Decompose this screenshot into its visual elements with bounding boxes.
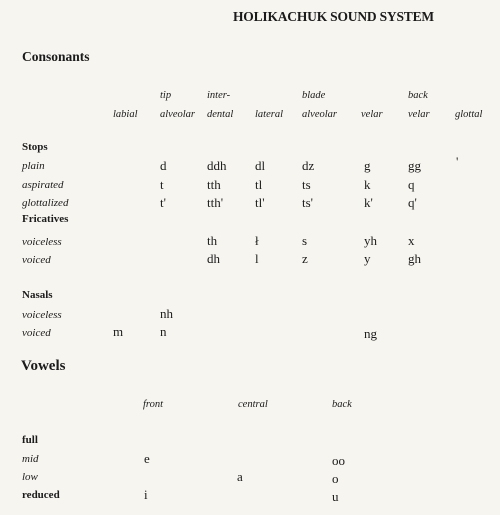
- row-label-fricative-voiceless: voiceless: [22, 236, 62, 248]
- col-interdental: dental: [207, 109, 234, 120]
- cell-nasal-voiced-velar: ng: [364, 326, 377, 341]
- cell-fric-voiceless-interdental: th: [207, 233, 218, 248]
- row-label-aspirated: aspirated: [22, 179, 64, 191]
- group-stops: Stops: [22, 141, 48, 153]
- cell-glottalized-lateral: tl': [255, 195, 265, 210]
- cell-glottalized-interdental: tth': [207, 195, 224, 210]
- vowel-col-back: back: [332, 399, 352, 410]
- vowel-row-low: low: [22, 471, 38, 483]
- cell-plain-back-velar: gg: [408, 158, 421, 173]
- vowel-reduced-back: u: [332, 489, 339, 504]
- vowel-reduced-front: i: [144, 487, 148, 502]
- vowel-col-central: central: [238, 399, 268, 410]
- cell-fric-voiceless-lateral: ł: [255, 233, 259, 248]
- col-top-blade: blade: [302, 90, 326, 101]
- cell-fric-voiced-velar: y: [364, 251, 371, 266]
- cell-aspirated-lateral: tl: [255, 177, 263, 192]
- cell-aspirated-interdental: tth: [207, 177, 221, 192]
- consonants-heading: Consonants: [22, 49, 90, 64]
- cell-aspirated-velar: k: [364, 177, 371, 192]
- cell-glottalized-tip-alveolar: t': [160, 195, 166, 210]
- cell-nasal-voiced-tip-alveolar: n: [160, 324, 167, 339]
- col-top-alveolar-tip: tip: [160, 90, 172, 101]
- cell-plain-interdental: ddh: [207, 158, 227, 173]
- row-label-glottalized: glottalized: [22, 197, 69, 209]
- cell-aspirated-blade-alveolar: ts: [302, 177, 311, 192]
- cell-glottalized-blade-alveolar: ts': [302, 195, 314, 210]
- col-top-interdental: inter-: [207, 90, 231, 101]
- vowel-mid-front: e: [144, 451, 150, 466]
- vowel-low-central: a: [237, 469, 243, 484]
- col-top-back: back: [408, 90, 428, 101]
- vowel-row-reduced: reduced: [22, 489, 60, 501]
- vowel-mid-back: oo: [332, 453, 345, 468]
- page-title: HOLIKACHUK SOUND SYSTEM: [233, 9, 434, 24]
- vowels-heading: Vowels: [21, 358, 66, 374]
- cell-nasal-voiced-labial: m: [113, 324, 124, 339]
- cell-fric-voiced-lateral: l: [255, 251, 259, 266]
- cell-plain-blade-alveolar: dz: [302, 158, 315, 173]
- group-fricatives: Fricatives: [22, 213, 69, 225]
- col-blade-alveolar: alveolar: [302, 109, 337, 120]
- group-nasals: Nasals: [22, 289, 53, 301]
- vowel-col-front: front: [143, 399, 164, 410]
- col-velar: velar: [361, 109, 383, 120]
- row-label-plain: plain: [22, 160, 45, 172]
- cell-fric-voiceless-velar: yh: [364, 233, 377, 248]
- vowel-low-back: o: [332, 471, 339, 486]
- cell-plain-glottal: ': [456, 154, 459, 169]
- cell-fric-voiced-back-velar: gh: [408, 251, 421, 266]
- cell-nasal-voiceless-tip-alveolar: nh: [160, 306, 173, 321]
- cell-glottalized-velar: k': [364, 195, 373, 210]
- cell-fric-voiced-blade-alveolar: z: [302, 251, 308, 266]
- vowel-row-full: full: [22, 434, 38, 446]
- col-glottal: glottal: [455, 109, 483, 120]
- cell-aspirated-back-velar: q: [408, 177, 415, 192]
- row-label-fricative-voiced: voiced: [22, 254, 51, 266]
- cell-plain-velar: g: [364, 158, 371, 173]
- row-label-nasal-voiceless: voiceless: [22, 309, 62, 321]
- row-label-nasal-voiced: voiced: [22, 327, 51, 339]
- col-labial: labial: [113, 109, 138, 120]
- cell-fric-voiced-interdental: dh: [207, 251, 220, 266]
- col-tip-alveolar: alveolar: [160, 109, 195, 120]
- cell-fric-voiceless-blade-alveolar: s: [302, 233, 308, 248]
- cell-glottalized-back-velar: q': [408, 195, 417, 210]
- cell-fric-voiceless-back-velar: x: [408, 233, 415, 248]
- cell-plain-tip-alveolar: d: [160, 158, 167, 173]
- vowel-row-mid: mid: [22, 453, 39, 465]
- col-lateral: lateral: [255, 109, 283, 120]
- col-back-velar: velar: [408, 109, 430, 120]
- cell-aspirated-tip-alveolar: t: [160, 177, 164, 192]
- cell-plain-lateral: dl: [255, 158, 266, 173]
